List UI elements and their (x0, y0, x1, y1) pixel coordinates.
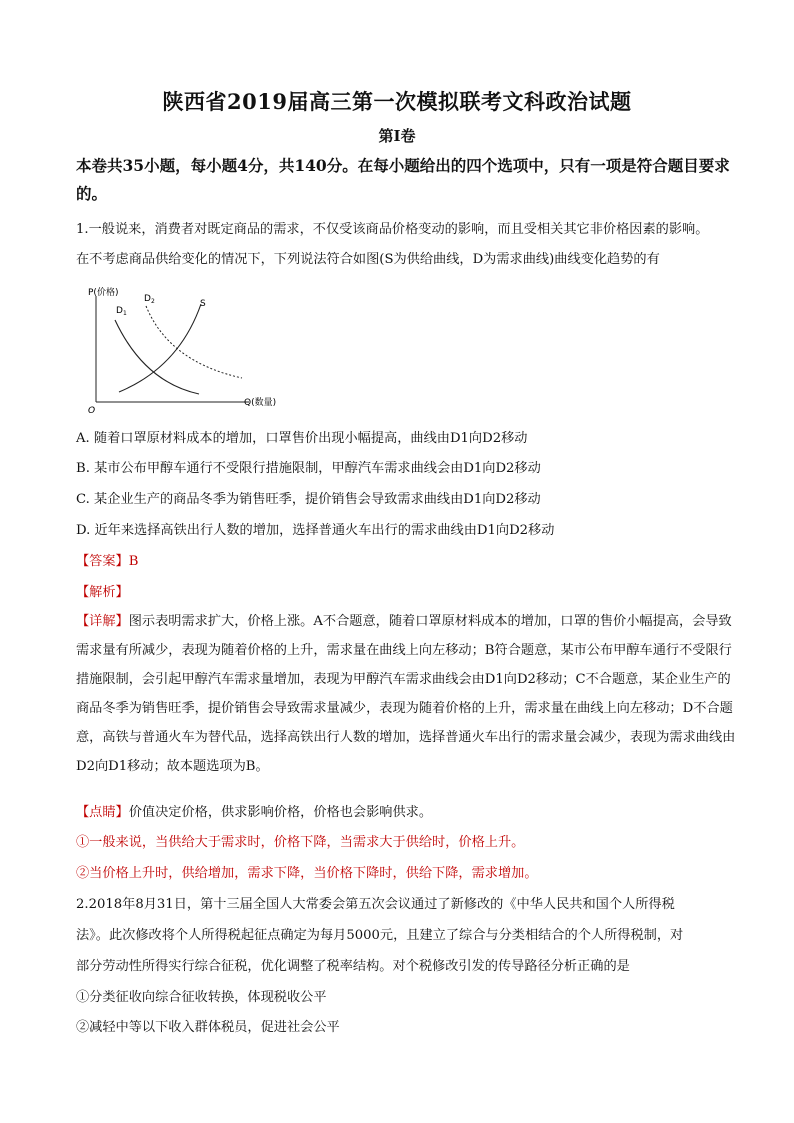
q1-tip-text: 价值决定价格，供求影响价格，价格也会影响供求。 (128, 805, 433, 820)
q1-tip-label: 【点睛】 (76, 805, 129, 820)
q1-detail (76, 607, 736, 781)
section-title: 第Ⅰ卷 (378, 127, 416, 145)
q1-option-c: C. 某企业生产的商品冬季为销售旺季，提价销售会导致需求曲线由D1向D2移动 (76, 492, 541, 507)
q1-analysis-label: 【解析】 (76, 585, 129, 600)
q1-stem-line1: 1.一般说来，消费者对既定商品的需求，不仅受该商品价格变动的影响，而且受相关其它非价格因素的影响。 (76, 222, 709, 237)
q1-detail-text: 图示表明需求扩大，价格上涨。A不合题意，随着口罩原材料成本的增加，口罩的售价小幅提高，会导致需求量有所减少，表现为随着价格的上升，需求量在曲线上向左移动；B符合题意，某市公布甲醇车通行不受限行措施限制，会引起甲醇汽车需求量增加，表现为甲醇汽车需求曲线会由D1向D2移动；C不合题意，某企业生产的商品冬季为销售旺季，提价销售会导致需求量减少，表现为随着价格的上升，需求量在曲线上向左移动；D不合题意，高铁与普通火车为替代品，选择高铁出行人数的增加，选择普通火车出行的需求量会减少，表现为需求曲线由D2向D1移动；故本题选项为B。 (76, 614, 736, 774)
q2-item-1: ①分类征收向综合征收转换，体现税收公平 (76, 990, 327, 1005)
q1-tip-point-2: ②当价格上升时，供给增加，需求下降，当价格下降时，供给下降，需求增加。 (76, 866, 538, 881)
q1-tip-point-1: ①一般来说，当供给大于需求时，价格下降，当需求大于供给时，价格上升。 (76, 835, 525, 850)
q1-tip (76, 801, 432, 820)
y-axis-label: P(价格) (88, 288, 119, 298)
q2-stem-line3: 部分劳动性所得实行综合征税，优化调整了税率结构。对个税修改引发的传导路径分析正确的是 (76, 959, 630, 974)
x-axis-label: Q(数量) (244, 398, 277, 408)
d1-label: $D_1$ (116, 306, 127, 317)
q1-stem-line2: 在不考虑商品供给变化的情况下，下列说法符合如图(S为供给曲线，D为需求曲线)曲线变化趋势的有 (76, 252, 660, 267)
q2-stem-line1: 2.2018年8月31日，第十三届全国人大常委会第五次会议通过了新修改的《中华人民共和国个人所得税 (76, 897, 675, 912)
q2-item-2: ②减轻中等以下收入群体税员，促进社会公平 (76, 1020, 340, 1035)
d2-label: $D_2$ (144, 294, 155, 305)
q1-option-d: D. 近年来选择高铁出行人数的增加，选择普通火车出行的需求曲线由D1向D2移动 (76, 523, 555, 538)
q1-answer: 【答案】B (76, 554, 139, 569)
q1-detail-label: 【详解】 (76, 614, 129, 629)
supply-demand-figure (84, 282, 294, 414)
demand-curve-d2 (146, 306, 242, 378)
demand-curve-d1 (115, 320, 199, 394)
q2-stem-line2: 法》。此次修改将个人所得税起征点确定为每月5000元，且建立了综合与分类相结合的个人所得税制，对 (76, 928, 684, 943)
origin-label: O (88, 406, 96, 414)
q1-option-a: A. 随着口罩原材料成本的增加，口罩售价出现小幅提高，曲线由D1向D2移动 (76, 431, 528, 446)
section-instructions: 本卷共35小题，每小题4分，共140分。在每小题给出的四个选项中，只有一项是符合题目要求的。 (76, 156, 730, 203)
s-label: S (200, 299, 206, 309)
q1-option-b: B. 某市公布甲醇车通行不受限行措施限制，甲醇汽车需求曲线会由D1向D2移动 (76, 461, 541, 476)
document-title: 陕西省2019届高三第一次模拟联考文科政治试题 (162, 89, 632, 114)
